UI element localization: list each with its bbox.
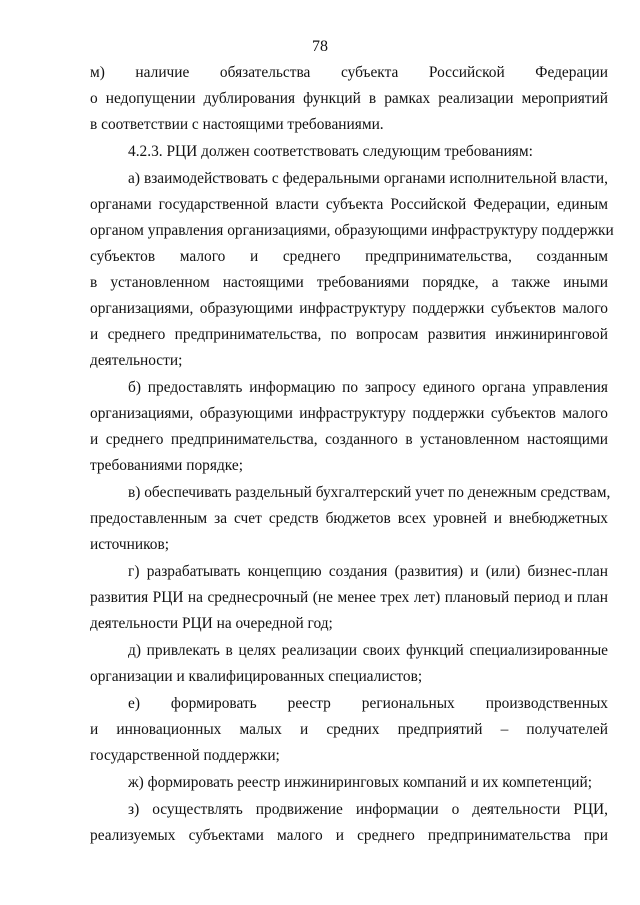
- text-line: субъектов малого и среднего предпринимательства, созданным: [90, 248, 608, 265]
- text-line: государственной поддержки;: [90, 747, 280, 764]
- text-line: в установленном настоящими требованиями порядке, а также иными: [90, 274, 608, 291]
- text-line: и инновационных малых и средних предприятий – получателей: [90, 721, 608, 738]
- text-line: о недопущении дублирования функций в рамках реализации мероприятий: [90, 90, 608, 107]
- text-line: г) разрабатывать концепцию создания (развития) и (или) бизнес-план: [128, 563, 608, 580]
- text-line: органом управления организациями, образующими инфраструктуру поддержки: [90, 222, 614, 239]
- text-line: з) осуществлять продвижение информации о деятельности РЦИ,: [128, 801, 608, 818]
- text-line: б) предоставлять информацию по запросу единого органа управления: [128, 379, 608, 396]
- text-line: е) формировать реестр региональных производственных: [128, 695, 608, 712]
- text-line: деятельности;: [90, 352, 183, 369]
- text-line: реализуемых субъектами малого и среднего предпринимательства при: [90, 827, 608, 844]
- text-line: д) привлекать в целях реализации своих функций специализированные: [128, 642, 608, 659]
- text-line: а) взаимодействовать с федеральными органами исполнительной власти,: [128, 170, 608, 187]
- text-line: требованиями порядке;: [90, 457, 243, 474]
- text-line: источников;: [90, 536, 170, 553]
- text-line: развития РЦИ на среднесрочный (не менее трех лет) плановый период и план: [90, 589, 608, 606]
- text-line: и среднего предпринимательства, созданного в установленном настоящими: [90, 431, 608, 448]
- page-number: 78: [312, 38, 328, 55]
- text-line: и среднего предпринимательства, по вопросам развития инжиниринговой: [90, 326, 608, 343]
- text-line: м) наличие обязательства субъекта Российской Федерации: [90, 64, 608, 81]
- text-line: органами государственной власти субъекта Российской Федерации, единым: [90, 196, 608, 213]
- text-line: деятельности РЦИ на очередной год;: [90, 615, 333, 632]
- text-line: 4.2.3. РЦИ должен соответствовать следующим требованиям:: [128, 143, 533, 160]
- text-line: организациями, образующими инфраструктуру поддержки субъектов малого: [90, 300, 608, 317]
- text-line: в) обеспечивать раздельный бухгалтерский учет по денежным средствам,: [128, 484, 611, 501]
- text-line: предоставленным за счет средств бюджетов всех уровней и внебюджетных: [90, 510, 608, 527]
- text-line: в соответствии с настоящими требованиями.: [90, 116, 384, 133]
- text-line: организациями, образующими инфраструктуру поддержки субъектов малого: [90, 405, 608, 422]
- text-line: ж) формировать реестр инжиниринговых компаний и их компетенций;: [128, 774, 592, 791]
- text-line: организации и квалифицированных специалистов;: [90, 668, 423, 685]
